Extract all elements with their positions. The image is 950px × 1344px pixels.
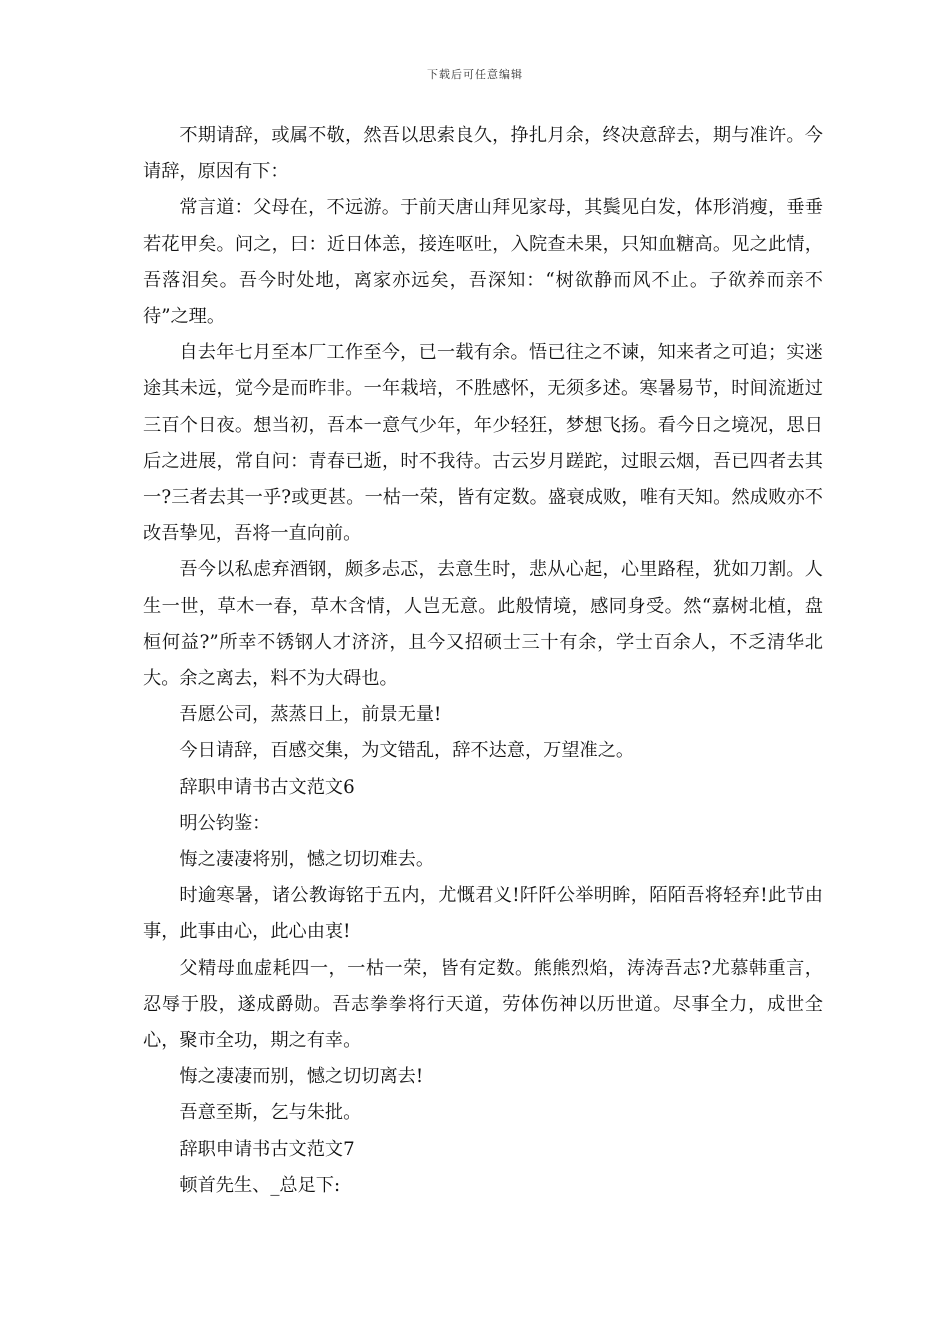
paragraph-request: 今日请辞，百感交集，为文错乱，辞不达意，万望准之。 [179,740,635,762]
section-heading-7: 辞职申请书古文范文7 [179,1138,355,1160]
salutation-6: 明公钧鉴： [179,812,271,834]
paragraph-farewell-close: 悔之凄凄而别，憾之切切离去! [179,1066,424,1088]
paragraph-resignation-intro: 不期请辞，或属不敬，然吾以思索良久，挣扎月余，终决意辞去，期与准许。今请辞，原因有下： [143,125,823,183]
paragraph-teachings: 时逾寒暑，诸公教诲铭于五内，尤慨君义!阡阡公举明眸，陌陌吾将轻弃!此节由事，此事由心，此心由衷! [143,885,823,943]
salutation-7: 顿首先生、_总足下: [179,1174,341,1196]
paragraph-parents: 常言道：父母在，不远游。于前天唐山拜见家母，其鬓见白发，体形消瘦，垂垂若花甲矣。问之，曰：近日体恙，接连呕吐，入院查未果，只知血糖高。见之此情，吾落泪矣。吾今时处地，离家亦远矣，吾深知：“树欲静而风不止。子欲养而亲不待”之理。 [143,197,823,328]
paragraph-leaving-company: 吾今以私虑弃酒钢，颇多忐忑，去意生时，悲从心起，心里路程，犹如刀割。人生一世，草木一春，草木含情，人岂无意。此般情境，感同身受。然“嘉树北植，盘桓何益?”所幸不锈钢人才济济，且今又招硕士三十有余，学士百余人，不乏清华北大。余之离去，料不为大碍也。 [143,559,823,690]
paragraph-wishes: 吾愿公司，蒸蒸日上，前景无量! [179,704,442,726]
page-header: 下载后可任意编辑 [427,68,523,81]
paragraph-approval: 吾意至斯，乞与朱批。 [179,1102,362,1124]
paragraph-ambition: 父精母血虚耗四一，一枯一荣，皆有定数。熊熊烈焰，涛涛吾志?尤慕韩重言，忍辱于股，遂成爵勋。吾志拳拳将行天道，劳体伤神以历世道。尽事全力，成世全心，聚市全功，期之有幸。 [143,957,823,1052]
document-body [143,118,823,1204]
section-heading-6: 辞职申请书古文范文6 [179,776,355,798]
paragraph-work-year: 自去年七月至本厂工作至今，已一载有余。悟已往之不谏，知来者之可追；实迷途其未远，觉今是而昨非。一年栽培，不胜感怀，无须多述。寒暑易节，时间流逝过三百个日夜。想当初，吾本一意气少年，年少轻狂，梦想飞扬。看今日之境况，思日后之进展，常自问：青春已逝，时不我待。古云岁月蹉跎，过眼云烟，吾已四者去其一?三者去其一乎?或更甚。一枯一荣，皆有定数。盛衰成败，唯有天知。然成败亦不改吾挚见，吾将一直向前。 [143,342,823,545]
paragraph-farewell-open: 悔之凄凄将别，憾之切切难去。 [179,849,435,871]
